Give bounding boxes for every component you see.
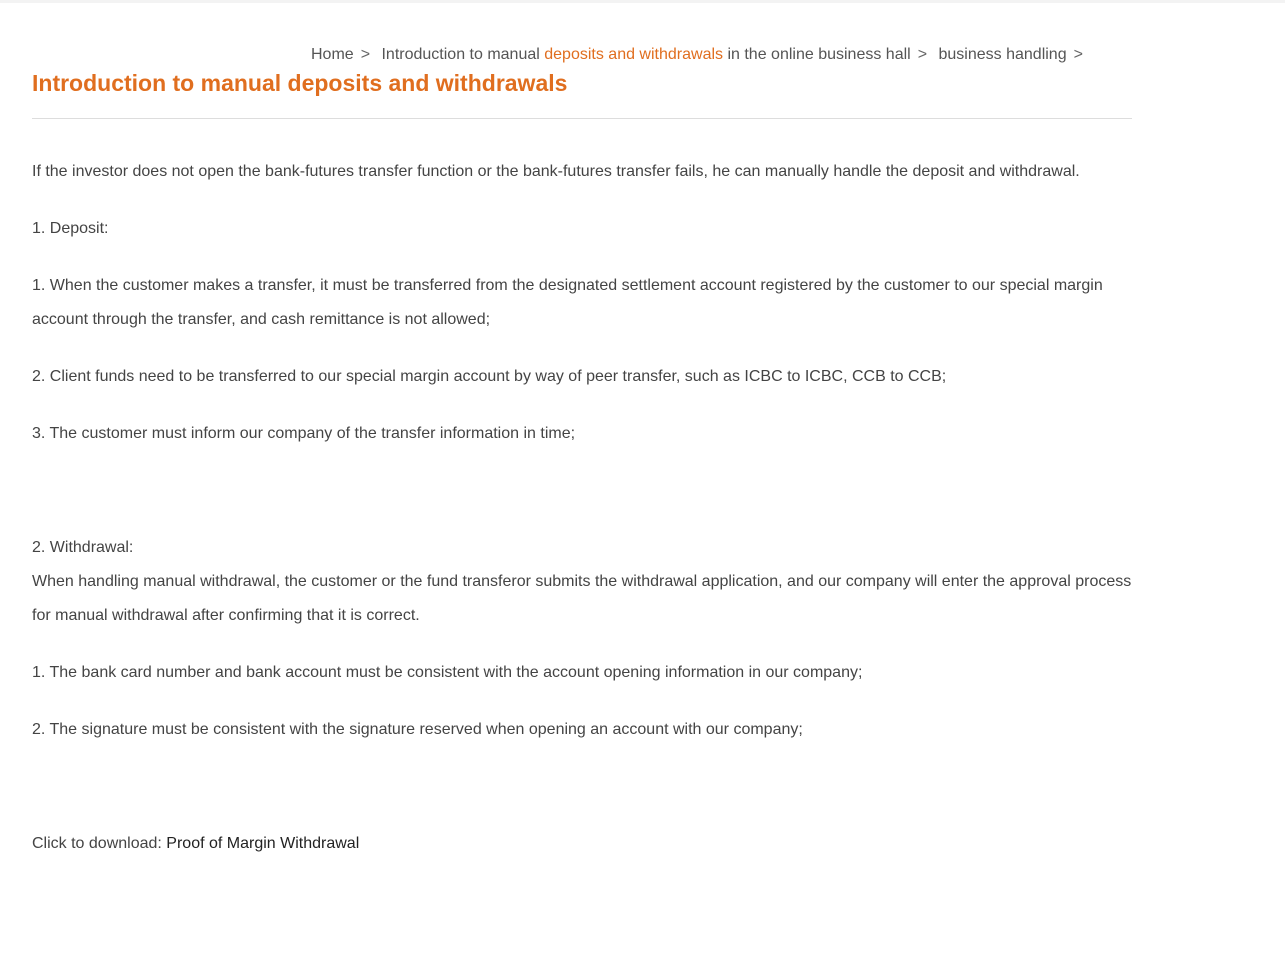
top-border — [0, 0, 1285, 3]
withdrawal-item-1: 1. The bank card number and bank account must be consistent with the account opening information in our company; — [32, 664, 863, 681]
withdrawal-heading: 2. Withdrawal: — [32, 539, 134, 556]
breadcrumb-separator-icon: > — [1073, 46, 1083, 63]
article-body — [32, 155, 1132, 884]
breadcrumb-text: in the online business hall — [723, 46, 911, 63]
breadcrumb-separator-icon: > — [360, 46, 371, 63]
breadcrumb-highlight: deposits and withdrawals — [544, 46, 724, 63]
spacer — [32, 474, 1132, 531]
breadcrumb-business-handling[interactable]: business handling — [938, 46, 1067, 63]
breadcrumb-home[interactable]: Home — [311, 46, 354, 63]
breadcrumb — [311, 46, 1090, 64]
page-title: Introduction to manual deposits and withdrawals — [32, 70, 568, 96]
download-proof-link[interactable]: Proof of Margin Withdrawal — [166, 835, 360, 852]
deposit-item-1: 1. When the customer makes a transfer, it must be transferred from the designated settlement account registered by the customer to our special margin account through the transfer, and cash remittance is not allowed; — [32, 277, 1103, 328]
title-divider — [32, 118, 1132, 119]
download-label: Click to download: — [32, 835, 167, 852]
withdrawal-item-2: 2. The signature must be consistent with the signature reserved when opening an account with our company; — [32, 721, 803, 738]
deposit-heading: 1. Deposit: — [32, 220, 109, 237]
intro-paragraph: If the investor does not open the bank-futures transfer function or the bank-futures transfer fails, he can manually handle the deposit and withdrawal. — [32, 163, 1080, 180]
deposit-item-3: 3. The customer must inform our company of the transfer information in time; — [32, 425, 576, 442]
spacer — [32, 770, 1132, 827]
deposit-item-2: 2. Client funds need to be transferred to our special margin account by way of peer transfer, such as ICBC to ICBC, CCB to CCB; — [32, 368, 947, 385]
withdrawal-intro: When handling manual withdrawal, the customer or the fund transferor submits the withdrawal application, and our company will enter the approval process for manual withdrawal after confirming that it is correct. — [32, 573, 1132, 624]
download-line — [32, 827, 1132, 861]
breadcrumb-text: Introduction to manual — [381, 46, 545, 63]
breadcrumb-separator-icon: > — [917, 46, 928, 63]
breadcrumb-manual-deposits[interactable] — [381, 46, 910, 63]
